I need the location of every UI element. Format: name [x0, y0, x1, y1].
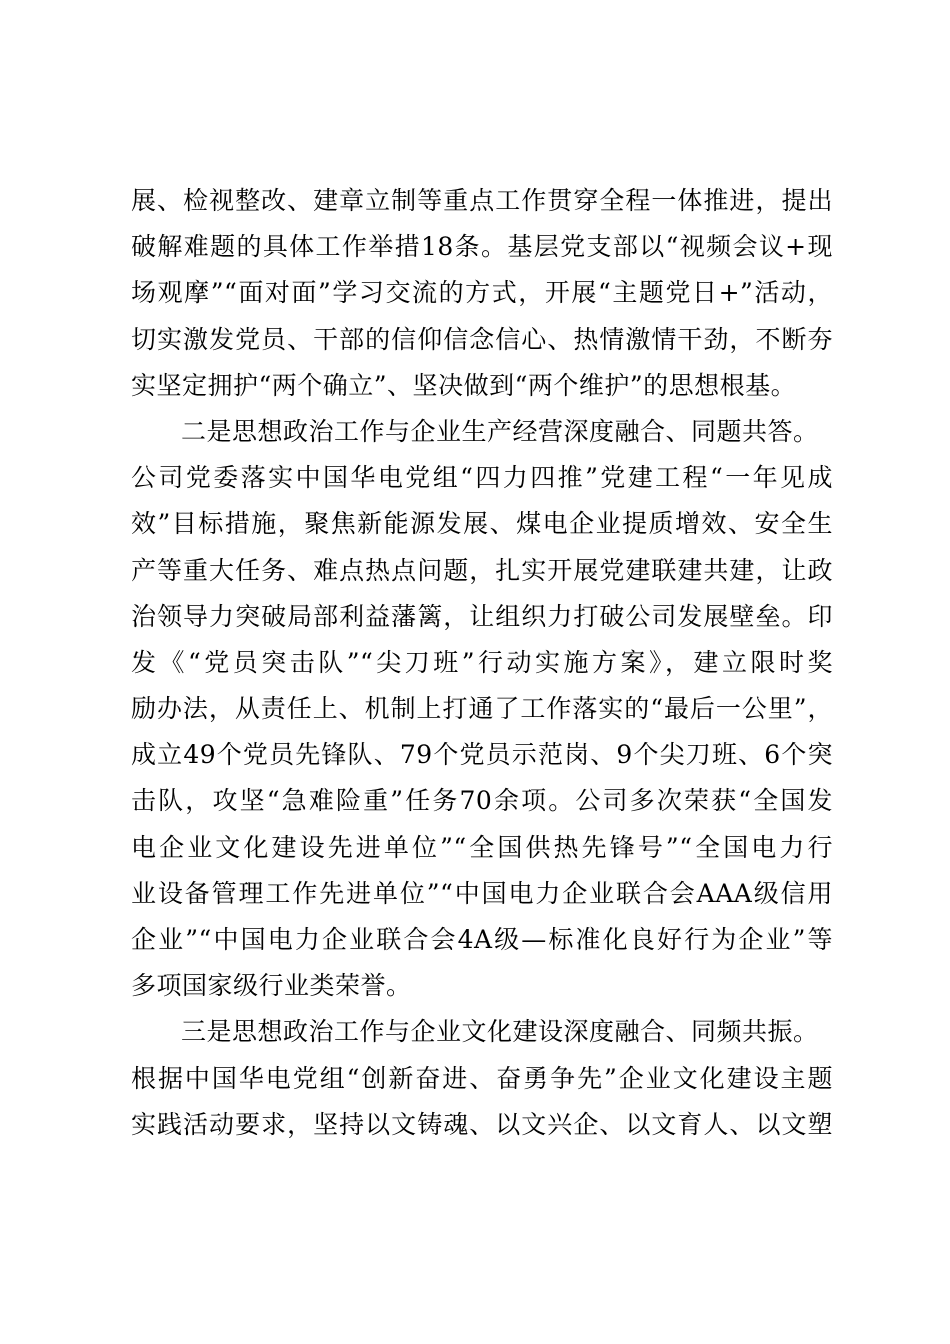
- text-line: 多项国家级行业类荣誉。: [131, 971, 412, 1001]
- text-line: 效”目标措施，聚焦新能源发展、煤电企业提质增效、安全生: [131, 509, 833, 539]
- text-line: 业设备管理工作先进单位”“中国电力企业联合会AAA级信用: [131, 878, 833, 908]
- text-line: 电企业文化建设先进单位”“全国供热先锋号”“全国电力行: [131, 832, 833, 862]
- text-line: 展、检视整改、建章立制等重点工作贯穿全程一体推进，提出: [131, 186, 833, 215]
- text-line: 破解难题的具体工作举措18条。基层党支部以“视频会议+现: [131, 232, 833, 262]
- body-text: [131, 178, 833, 1148]
- text-line: 公司党委落实中国华电党组“四力四推”党建工程“一年见成: [131, 463, 833, 493]
- text-line: 企业”“中国电力企业联合会4A级—标准化良好行为企业”等: [131, 925, 833, 954]
- text-line: 场观摩”“面对面”学习交流的方式，开展“主题党日+”活动，: [131, 278, 833, 308]
- text-line: 实坚定拥护“两个确立”、坚决做到“两个维护”的思想根基。: [131, 370, 797, 400]
- paragraph-heading-2: 二是思想政治工作与企业生产经营深度融合、同题共答。: [181, 416, 819, 446]
- text-line: 励办法，从责任上、机制上打通了工作落实的“最后一公里”，: [131, 694, 833, 724]
- text-line: 击队，攻坚“急难险重”任务70余项。公司多次荣获“全国发: [131, 786, 833, 816]
- paragraph-heading-3: 三是思想政治工作与企业文化建设深度融合、同频共振。: [181, 1017, 819, 1047]
- text-line: 根据中国华电党组“创新奋进、奋勇争先”企业文化建设主题: [131, 1063, 833, 1093]
- text-line: 产等重大任务、难点热点问题，扎实开展党建联建共建，让政: [131, 555, 833, 585]
- text-line: 治领导力突破局部利益藩篱，让组织力打破公司发展壁垒。印: [131, 601, 833, 631]
- text-line: 发《“党员突击队”“尖刀班”行动实施方案》，建立限时奖: [131, 647, 833, 677]
- text-line: 实践活动要求，坚持以文铸魂、以文兴企、以文育人、以文塑: [131, 1109, 833, 1139]
- text-line: 成立49个党员先锋队、79个党员示范岗、9个尖刀班、6个突: [131, 740, 833, 770]
- text-line: 切实激发党员、干部的信仰信念信心、热情激情干劲，不断夯: [131, 324, 833, 354]
